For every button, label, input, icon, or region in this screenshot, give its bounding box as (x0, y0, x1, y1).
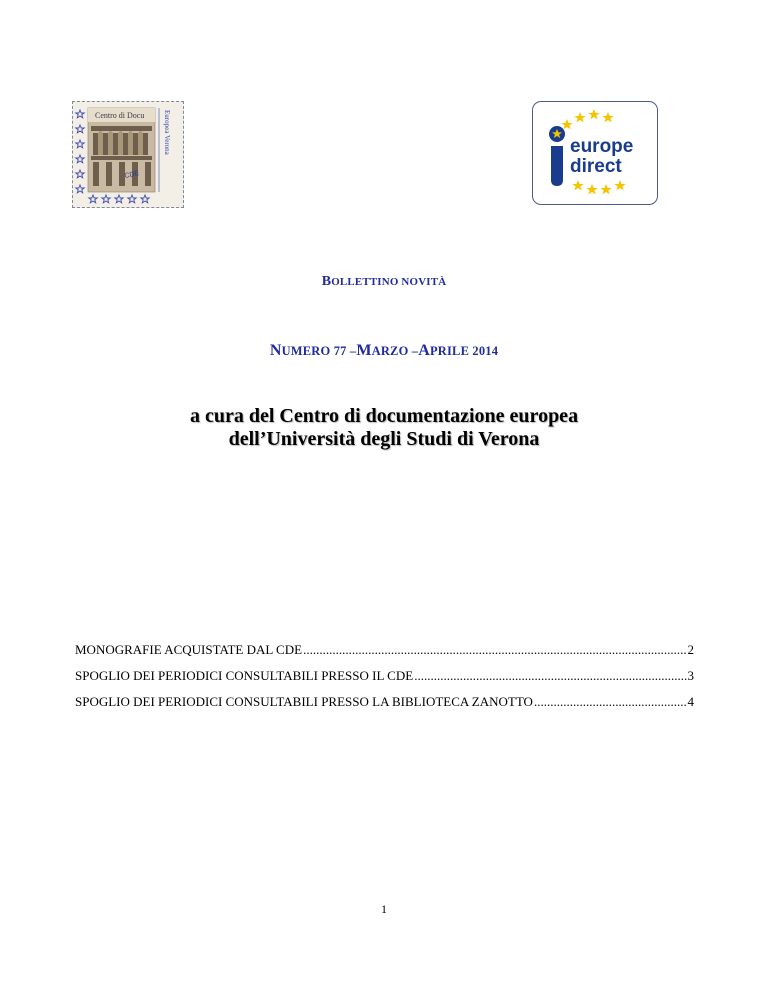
svg-text:CDE: CDE (123, 170, 140, 180)
issue-title-part: PRILE 2014 (429, 344, 499, 358)
toc-dot-leader (414, 668, 686, 684)
europe-direct-line1: europe (570, 136, 634, 157)
table-of-contents (75, 632, 694, 710)
issue-title-part: N (269, 342, 282, 359)
europe-direct-line2: direct (570, 156, 622, 177)
toc-entry-page: 2 (687, 642, 694, 657)
bulletin-title-initial: B (321, 274, 332, 289)
svg-text:Europea Verona: Europea Verona (163, 110, 171, 155)
editor-line-1: a cura del Centro di documentazione europea (189, 405, 579, 427)
issue-title-part: ARZO – (371, 344, 419, 358)
editor-line-2: dell’Università degli Studi di Verona (228, 428, 540, 450)
toc-entry-label: SPOGLIO DEI PERIODICI CONSULTABILI PRESSO LA BIBLIOTECA ZANOTTO (75, 694, 533, 709)
toc-entry-label: SPOGLIO DEI PERIODICI CONSULTABILI PRESSO IL CDE (75, 668, 414, 683)
editor-credit (0, 405, 768, 451)
europe-direct-logo (532, 101, 658, 205)
issue-title-part: M (356, 342, 372, 359)
toc-entry-spoglio-cde[interactable] (75, 658, 694, 684)
toc-entry-monografie[interactable] (75, 632, 694, 658)
cde-stamp-logo (72, 101, 184, 208)
issue-title-part: A (418, 342, 430, 359)
bulletin-title-rest: OLLETTINO NOVITÀ (331, 276, 447, 288)
toc-entry-page: 3 (687, 668, 694, 683)
toc-entry-label: MONOGRAFIE ACQUISTATE DAL CDE (75, 642, 303, 657)
bulletin-title (0, 274, 768, 290)
toc-entry-page: 4 (687, 694, 694, 709)
toc-dot-leader (534, 694, 687, 710)
page-number: 1 (381, 902, 387, 916)
toc-entry-spoglio-zanotto[interactable] (75, 684, 694, 710)
issue-title (0, 342, 768, 360)
toc-dot-leader (303, 642, 686, 658)
svg-text:Centro di Docu: Centro di Docu (95, 111, 145, 120)
issue-title-part: UMERO 77 – (281, 344, 357, 358)
